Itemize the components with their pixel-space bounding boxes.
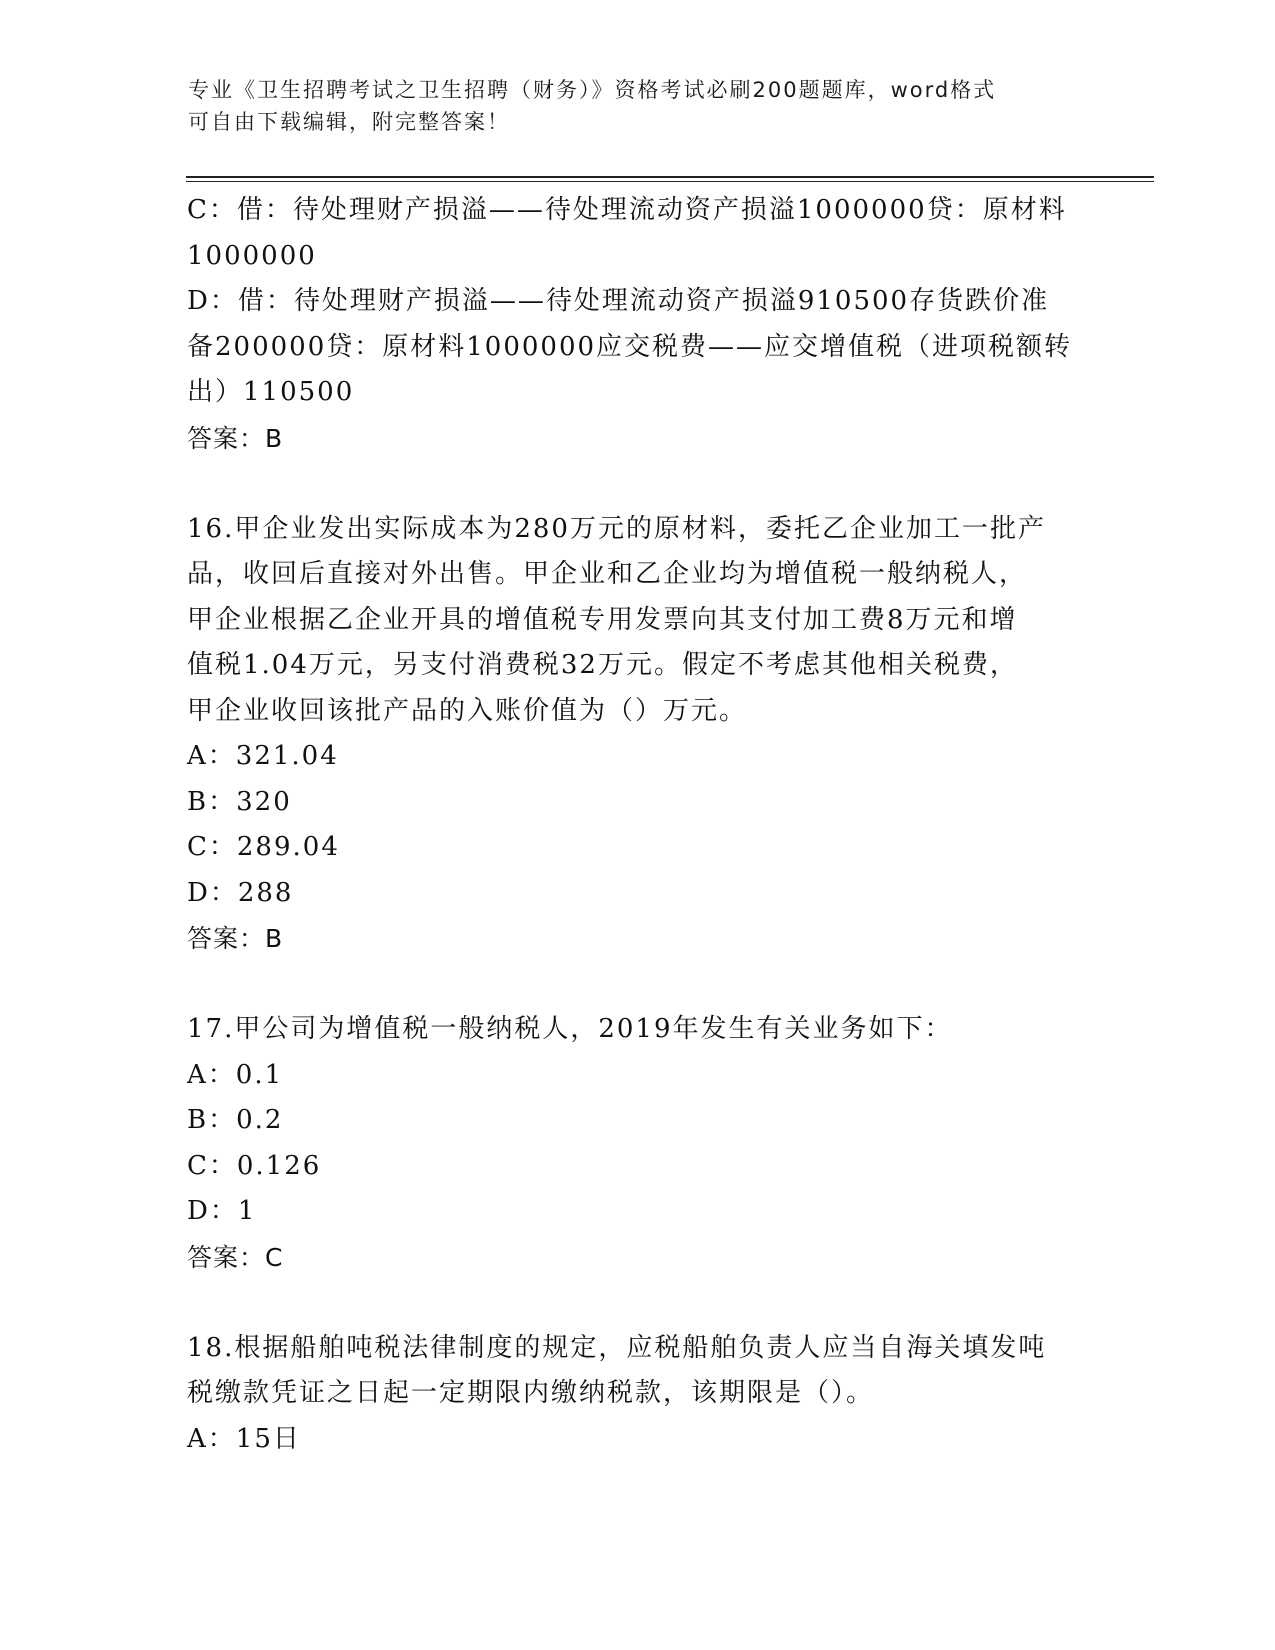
q15-option-c-line-2: 1000000 [187, 240, 317, 271]
q18-stem-line-2: 税缴款凭证之日起一定期限内缴纳税款，该期限是（）。 [187, 1378, 875, 1408]
header-title-line-2: 可自由下载编辑，附完整答案！ [188, 110, 510, 134]
q17-option-c: C：0.126 [187, 1150, 322, 1181]
q18-option-a: A：15日 [187, 1423, 301, 1454]
q15-answer: 答案：B [187, 423, 284, 453]
q17-stem-line-1: 17.甲公司为增值税一般纳税人，2019年发生有关业务如下： [187, 1014, 953, 1044]
q17-option-d: D：1 [187, 1196, 257, 1226]
q16-stem-line-4: 值税1.04万元，另支付消费税32万元。假定不考虑其他相关税费， [187, 650, 1018, 680]
q16-option-b: B：320 [187, 786, 292, 817]
spacer [187, 461, 1077, 507]
q17-answer: 答案：C [187, 1242, 284, 1272]
q16-option-c: C：289.04 [187, 832, 340, 862]
q16-option-a: A：321.04 [187, 741, 339, 771]
q16-answer: 答案：B [187, 924, 284, 953]
q18-stem-line-1: 18.根据船舶吨税法律制度的规定，应税船舶负责人应当自海关填发吨 [187, 1332, 1047, 1363]
page-header [188, 74, 1088, 138]
q16-stem-line-3: 甲企业根据乙企业开具的增值税专用发票向其支付加工费8万元和增 [187, 604, 1018, 635]
q16-option-d: D：288 [187, 877, 294, 908]
q16-stem-line-1: 16.甲企业发出实际成本为280万元的原材料，委托乙企业加工一批产 [187, 513, 1046, 544]
header-title-line-1: 专业《卫生招聘考试之卫生招聘（财务）》资格考试必刷200题题库，word格式 [188, 78, 997, 102]
q16-stem-line-5: 甲企业收回该批产品的入账价值为（）万元。 [187, 695, 748, 726]
question-content [187, 188, 1077, 1462]
header-divider-thick [186, 176, 1154, 178]
header-divider-thin [186, 181, 1154, 182]
q17-option-b: B：0.2 [187, 1105, 284, 1135]
q17-option-a: A：0.1 [187, 1059, 284, 1090]
q15-option-d-line-2: 备200000贷：原材料1000000应交税费——应交增值税（进项税额转 [187, 331, 1073, 362]
spacer [187, 962, 1077, 1008]
q15-option-d-line-3: 出）110500 [187, 377, 355, 407]
q16-stem-line-2: 品，收回后直接对外出售。甲企业和乙企业均为增值税一般纳税人， [187, 559, 1028, 589]
spacer [187, 1280, 1077, 1326]
q15-option-c-line-1: C：借：待处理财产损溢——待处理流动资产损溢1000000贷：原材料 [187, 195, 1067, 225]
q15-option-d-line-1: D：借：待处理财产损溢——待处理流动资产损溢910500存货跌价准 [187, 286, 1050, 316]
